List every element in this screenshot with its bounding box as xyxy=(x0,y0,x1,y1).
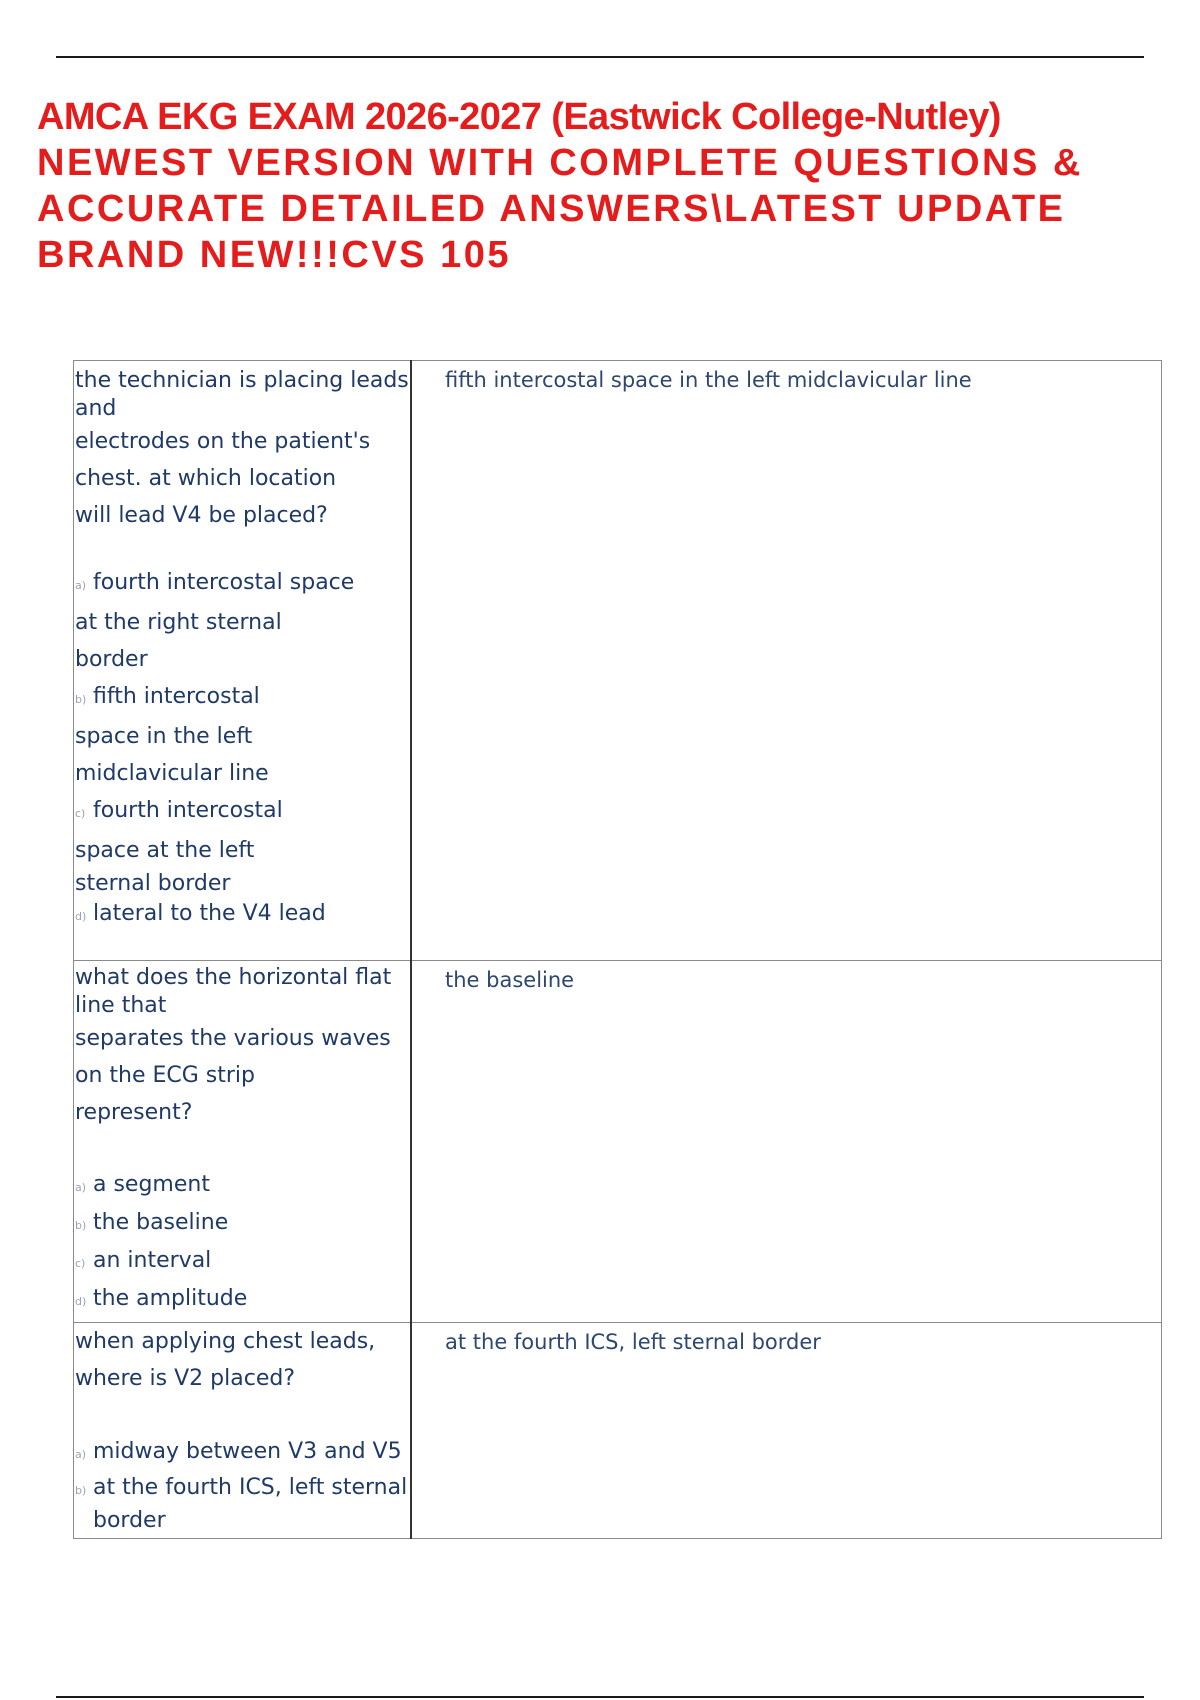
option-line: border xyxy=(75,647,148,672)
option-b: b) at the fourth ICS, left sternal xyxy=(75,1475,408,1500)
option-line: midclavicular line xyxy=(75,761,269,786)
question-line: on the ECG strip xyxy=(75,1063,256,1088)
question-line: represent? xyxy=(75,1100,193,1125)
answer-text: at the fourth ICS, left sternal border xyxy=(445,1330,821,1354)
question-cell xyxy=(74,1323,412,1539)
question-cell xyxy=(74,361,412,961)
title-part-1: AMCA EKG EXAM 2026-2027 (Eastwick College-Nutley) xyxy=(37,96,1001,138)
qa-row xyxy=(74,361,1162,961)
document-title xyxy=(37,94,1177,278)
question-line: and xyxy=(75,396,117,421)
answer-cell xyxy=(411,361,1162,961)
question-line: where is V2 placed? xyxy=(75,1366,295,1391)
option-c: c) fourth intercostal xyxy=(75,798,283,823)
answer-cell xyxy=(411,1323,1162,1539)
title-part-2: NEWEST VERSION WITH COMPLETE QUESTIONS & ACCURATE DETAILED ANSWERS\LATEST UPDATE BRAND NEW!!!CVS 105 xyxy=(37,142,1083,276)
bottom-rule xyxy=(56,1696,1144,1698)
question-line: will lead V4 be placed? xyxy=(75,503,328,528)
qa-row xyxy=(74,1323,1162,1539)
option-d: d) the amplitude xyxy=(75,1286,248,1311)
option-a: a) fourth intercostal space xyxy=(75,570,355,595)
option-b: b) fifth intercostal xyxy=(75,684,260,709)
answer-text: fifth intercostal space in the left midclavicular line xyxy=(445,368,972,392)
option-a: a) midway between V3 and V5 xyxy=(75,1439,402,1464)
option-c: c) an interval xyxy=(75,1248,212,1273)
question-line: electrodes on the patient's xyxy=(75,429,371,454)
answer-cell xyxy=(411,961,1162,1323)
option-a: a) a segment xyxy=(75,1172,210,1197)
question-line: line that xyxy=(75,993,167,1018)
option-line: sternal border xyxy=(75,871,231,896)
answer-text: the baseline xyxy=(445,968,575,992)
question-line: when applying chest leads, xyxy=(75,1329,376,1354)
question-cell xyxy=(74,961,412,1323)
question-line: the technician is placing leads xyxy=(75,368,409,393)
qa-row xyxy=(74,961,1162,1323)
option-b: b) the baseline xyxy=(75,1210,229,1235)
option-d: d) lateral to the V4 lead xyxy=(75,901,326,926)
top-rule xyxy=(56,56,1144,58)
option-line: space in the left xyxy=(75,724,253,749)
question-line: separates the various waves xyxy=(75,1026,391,1051)
qa-table xyxy=(73,360,1162,1539)
question-line: what does the horizontal flat xyxy=(75,965,392,990)
option-line: space at the left xyxy=(75,838,255,863)
question-line: chest. at which location xyxy=(75,466,337,491)
option-line: at the right sternal xyxy=(75,610,282,635)
option-line: border xyxy=(93,1508,166,1533)
